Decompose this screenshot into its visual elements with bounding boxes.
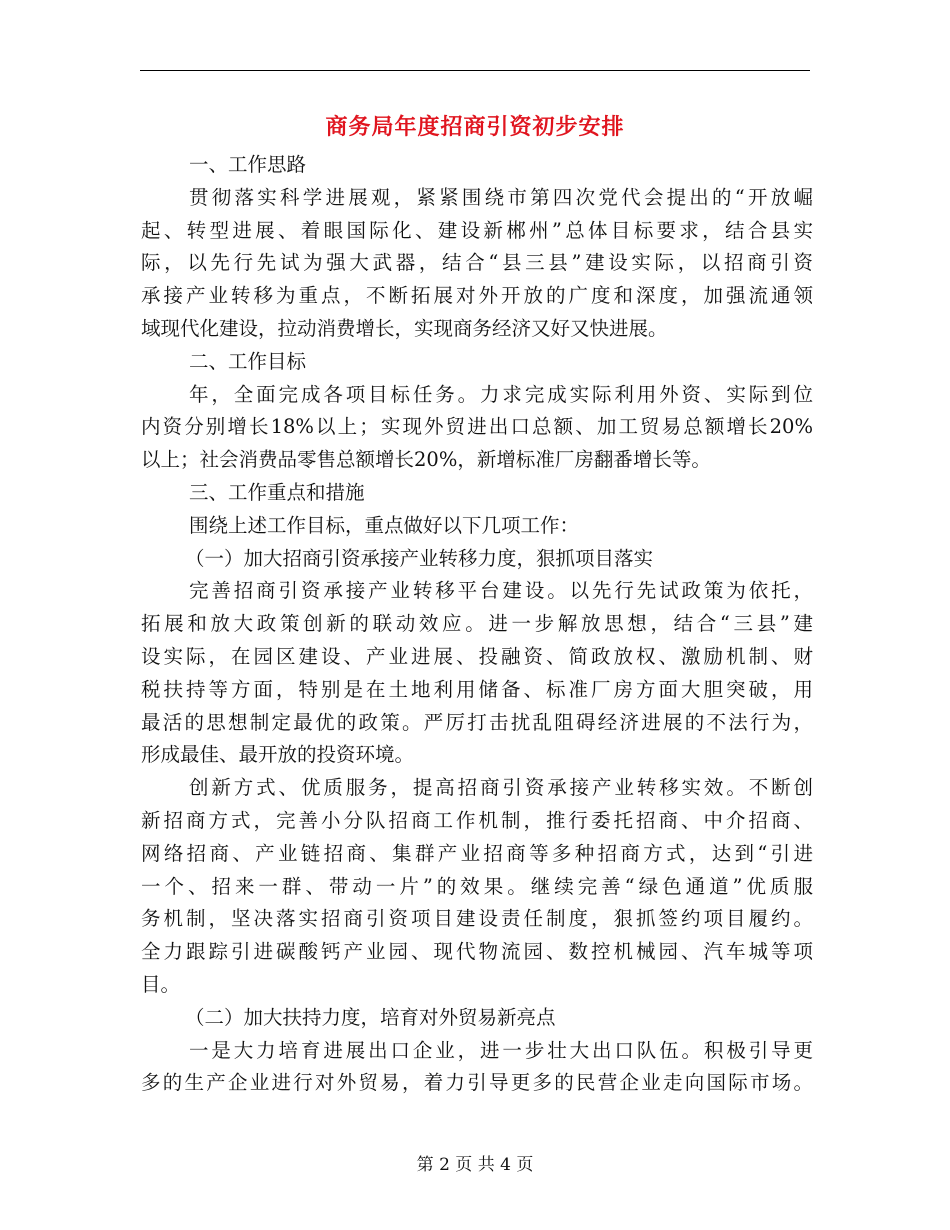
section-heading-2: 二、工作目标 xyxy=(189,349,307,373)
document-body xyxy=(141,149,813,1100)
paragraph-line: 内资分别增长18%以上；实现外贸进出口总额、加工贸易总额增长20% xyxy=(141,415,813,439)
paragraph-line: 设实际，在园区建设、产业进展、投融资、简政放权、激励机制、财 xyxy=(141,644,813,668)
paragraph-line: 域现代化建设，拉动消费增长，实现商务经济又好又快进展。 xyxy=(141,316,668,340)
paragraph-line: 最活的思想制定最优的政策。严厉打击扰乱阻碍经济进展的不法行为， xyxy=(141,710,813,734)
paragraph-line: 形成最佳、最开放的投资环境。 xyxy=(141,743,415,767)
paragraph-line: 目。 xyxy=(141,972,181,996)
paragraph-line: 完善招商引资承接产业转移平台建设。以先行先试政策为依托， xyxy=(189,579,813,603)
paragraph-line: 全力跟踪引进碳酸钙产业园、现代物流园、数控机械园、汽车城等项 xyxy=(141,940,813,964)
paragraph-line: 起、转型进展、着眼国际化、建设新郴州”总体目标要求，结合县实 xyxy=(141,218,813,242)
paragraph-line: 税扶持等方面，特别是在土地利用储备、标准厂房方面大胆突破，用 xyxy=(141,677,813,701)
page-number-footer: 第 2 页 共 4 页 xyxy=(416,1155,534,1175)
paragraph-line: 网络招商、产业链招商、集群产业招商等多种招商方式，达到“引进 xyxy=(141,841,813,865)
paragraph-line: 承接产业转移为重点，不断拓展对外开放的广度和深度，加强流通领 xyxy=(141,284,813,308)
section-heading-1: 一、工作思路 xyxy=(189,153,307,176)
paragraph-line: 创新方式、优质服务，提高招商引资承接产业转移实效。不断创 xyxy=(189,776,813,800)
section-heading-3: 三、工作重点和措施 xyxy=(189,480,365,504)
paragraph-line: 新招商方式，完善小分队招商工作机制，推行委托招商、中介招商、 xyxy=(141,808,813,832)
paragraph-line: 围绕上述工作目标，重点做好以下几项工作： xyxy=(189,513,580,537)
paragraph-line: 务机制，坚决落实招商引资项目建设责任制度，狠抓签约项目履约。 xyxy=(141,907,813,931)
paragraph-line: 年，全面完成各项目标任务。力求完成实际利用外资、实际到位 xyxy=(189,382,813,406)
paragraph-line: 以上；社会消费品零售总额增长20%，新增标准厂房翻番增长等。 xyxy=(141,448,711,472)
header-rule xyxy=(140,70,810,71)
paragraph-line: 拓展和放大政策创新的联动效应。进一步解放思想，结合“三县”建 xyxy=(141,612,813,636)
document-title: 商务局年度招商引资初步安排 xyxy=(325,114,625,140)
paragraph-line: 际，以先行先试为强大武器，结合“县三县”建设实际，以招商引资 xyxy=(141,251,813,275)
paragraph-line: 一是大力培育进展出口企业，进一步壮大出口队伍。积极引导更 xyxy=(189,1038,813,1062)
subsection-heading-2: （二）加大扶持力度，培育对外贸易新亮点 xyxy=(185,1005,556,1029)
paragraph-line: 一个、招来一群、带动一片”的效果。继续完善“绿色通道”优质服 xyxy=(141,874,813,898)
subsection-heading-1: （一）加大招商引资承接产业转移力度，狠抓项目落实 xyxy=(185,546,654,570)
paragraph-line: 贯彻落实科学进展观，紧紧围绕市第四次党代会提出的“开放崛 xyxy=(189,185,813,209)
paragraph-line: 多的生产企业进行对外贸易，着力引导更多的民营企业走向国际市场。 xyxy=(141,1071,813,1095)
